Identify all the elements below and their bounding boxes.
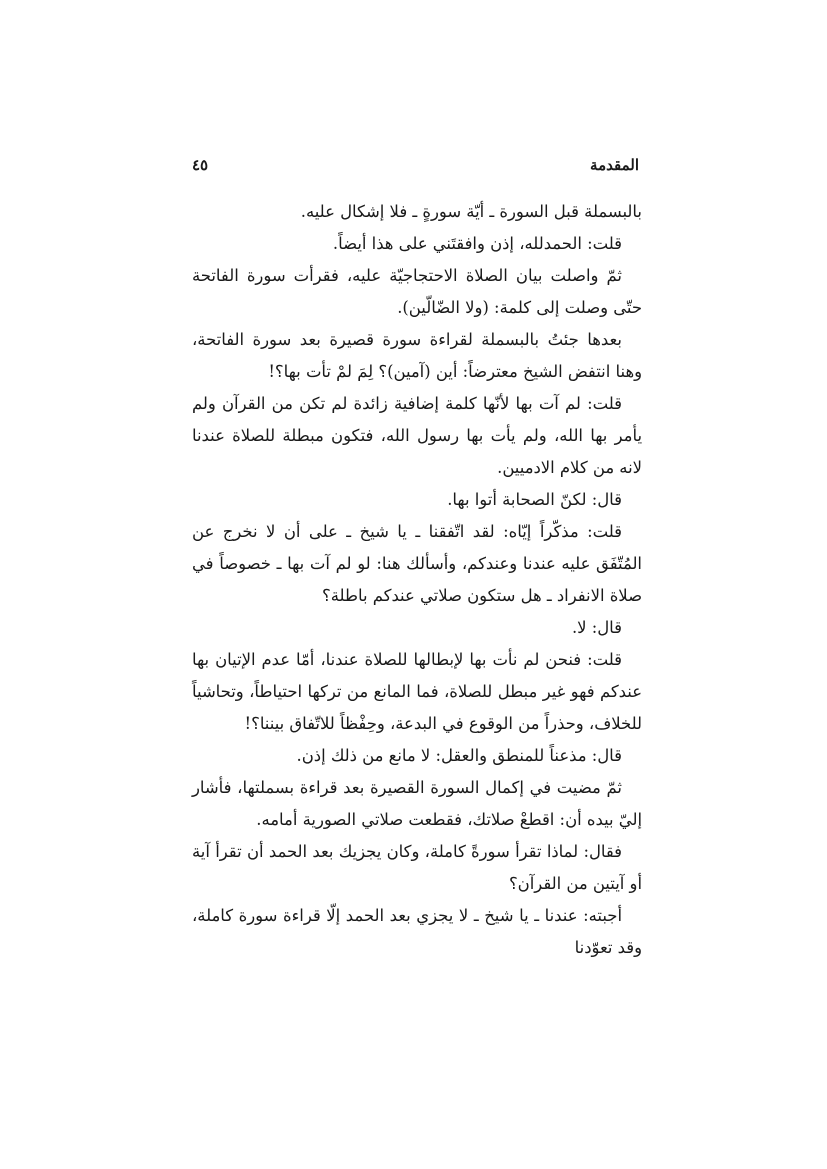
page-number: ٤٥ <box>192 156 209 174</box>
paragraph-1: بالبسملة قبل السورة ـ أيّة سورةٍ ـ فلا إشكال عليه. <box>300 202 642 221</box>
running-header <box>192 156 639 182</box>
body-text <box>192 196 642 964</box>
paragraph-8: قال: لا. <box>571 618 622 637</box>
paragraph-13: أجبته: عندنا ـ يا شيخ ـ لا يجزي بعد الحمد إلّا قراءة سورة كاملة، وقد تعوّدنا <box>192 906 642 957</box>
paragraph-3: ثمّ واصلت بيان الصلاة الاحتجاجيّة عليه، فقرأت سورة الفاتحة حتّى وصلت إلى كلمة: (ولا الضّالّين). <box>192 266 642 317</box>
paragraph-9: قلت: فنحن لم نأت بها لإبطالها للصلاة عندنا، أمّا عدم الإتيان بها عندكم فهو غير مبطل للصلاة، فما المانع من تركها احتياطاً، وتحاشياً للخلاف، وحذراً من الوقوع في البدعة، وحِفْظاً للاتّفاق بيننا؟! <box>192 650 642 733</box>
chapter-title: المقدمة <box>590 156 639 174</box>
paragraph-5: قلت: لم آت بها لأنّها كلمة إضافية زائدة لم تكن من القرآن ولم يأمر بها الله، ولم يأت بها رسول الله، فتكون مبطلة للصلاة عندنا لانه من كلام الادميين. <box>192 394 642 477</box>
paragraph-10: قال: مذعناً للمنطق والعقل: لا مانع من ذلك إذن. <box>296 746 622 765</box>
paragraph-4: بعدها جئتُ بالبسملة لقراءة سورة قصيرة بعد سورة الفاتحة، وهنا انتفض الشيخ معترضاً: أين (آمين)؟ لِمَ لمْ تأت بها؟! <box>192 330 642 381</box>
paragraph-11: ثمّ مضيت في إكمال السورة القصيرة بعد قراءة بسملتها، فأشار إليّ بيده أن: اقطعْ صلاتك، فقطعت صلاتي الصورية أمامه. <box>192 778 642 829</box>
paragraph-2: قلت: الحمدلله، إذن وافقتَني على هذا أيضاً. <box>332 234 622 253</box>
paragraph-12: فقال: لماذا تقرأ سورةً كاملة، وكان يجزيك بعد الحمد أن تقرأ آية أو آيتين من القرآن؟ <box>192 842 642 893</box>
paragraph-6: قال: لكنّ الصحابة أتوا بها. <box>447 490 622 509</box>
paragraph-7: قلت: مذكّراً إيّاه: لقد اتّفقنا ـ يا شيخ ـ على أن لا نخرج عن المُتّفَق عليه عندنا وعندكم، وأسألك هنا: لو لم آت بها ـ خصوصاً في صلاة الانفراد ـ هل ستكون صلاتي عندكم باطلة؟ <box>192 522 642 605</box>
